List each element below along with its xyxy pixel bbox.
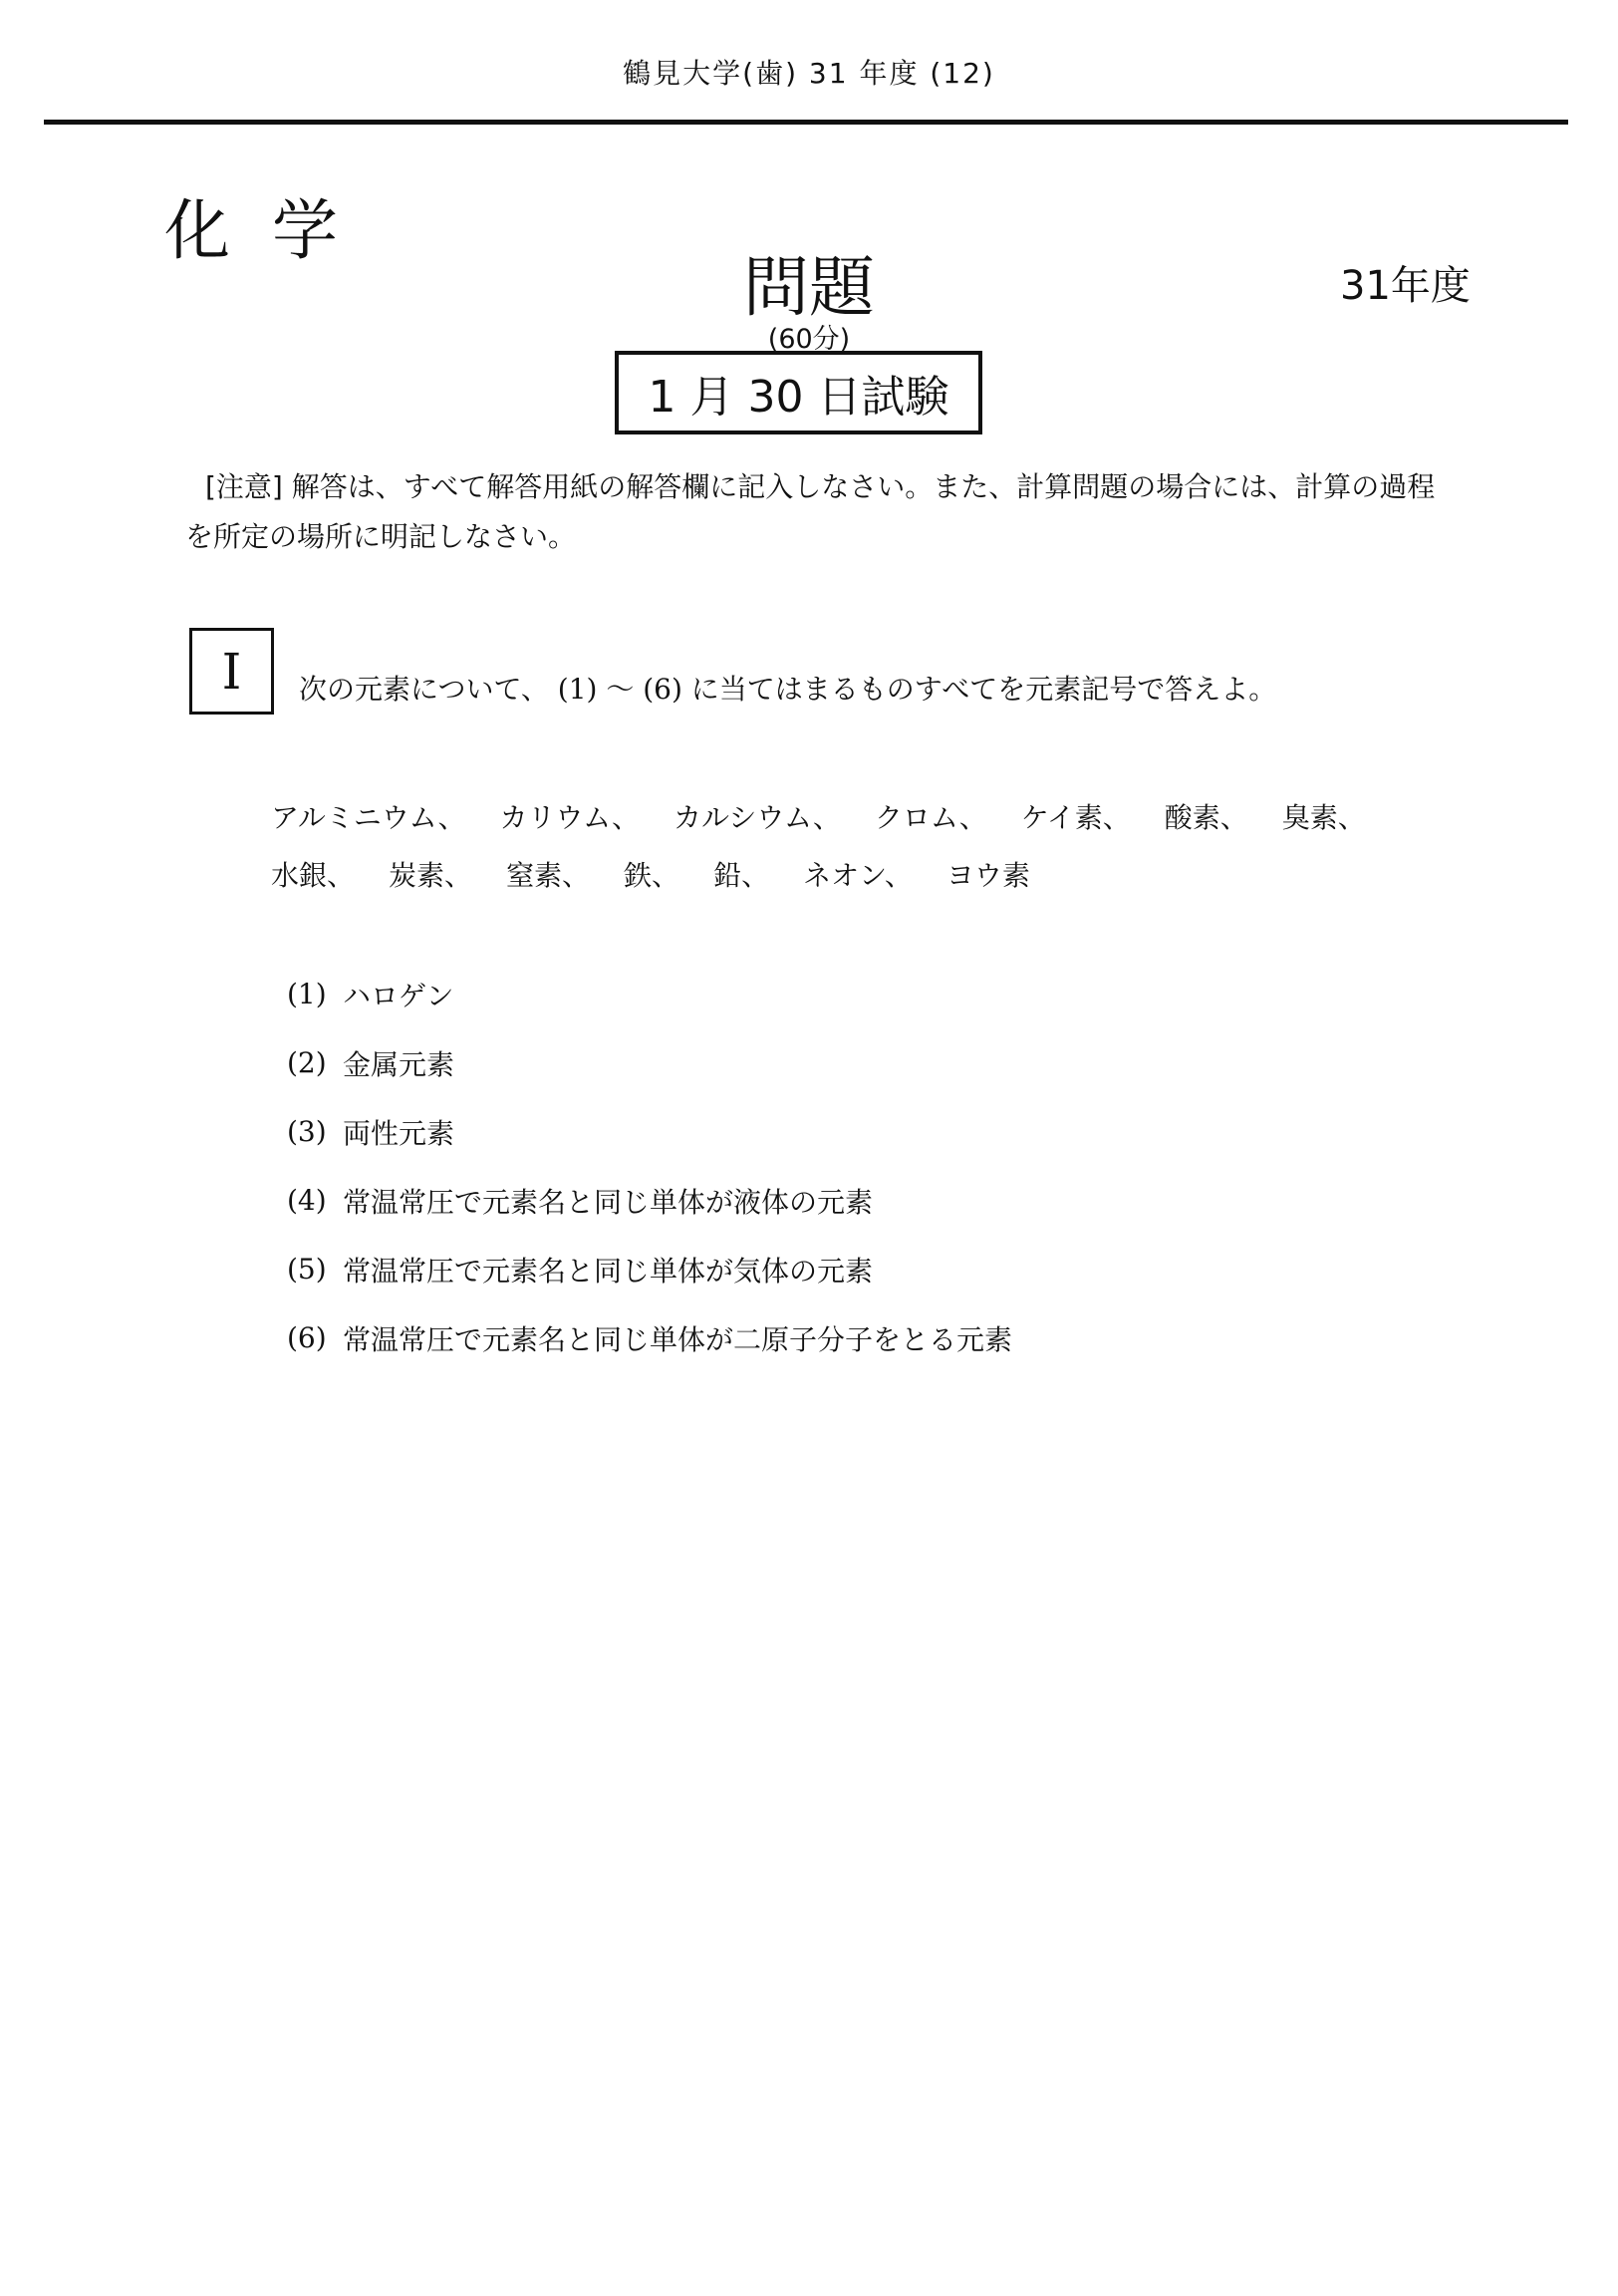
subject-title: 化学	[164, 192, 380, 269]
element-item: カリウム、	[499, 801, 641, 834]
element-list	[271, 787, 1417, 903]
subquestion-5	[287, 1235, 1012, 1303]
exam-date: 1 月 30 日試験	[648, 372, 949, 423]
question-number-box	[189, 628, 274, 715]
element-item: 窒素、	[506, 859, 591, 892]
subquestion-number: (1)	[287, 978, 327, 1010]
subquestion-6	[287, 1303, 1012, 1372]
element-item: 炭素、	[389, 859, 473, 892]
subquestion-text: ハロゲン	[343, 979, 454, 1012]
subquestion-3	[287, 1097, 1012, 1166]
element-item: ネオン、	[803, 859, 913, 892]
question-number: I	[221, 642, 242, 701]
subquestion-text: 常温常圧で元素名と同じ単体が液体の元素	[343, 1185, 874, 1219]
element-item: 酸素、	[1164, 801, 1248, 834]
element-item: 鉛、	[713, 859, 770, 892]
subquestion-text: 両性元素	[343, 1116, 455, 1150]
notice-line-2: を所定の場所に明記しなさい。	[185, 520, 577, 553]
exam-date-box	[615, 351, 982, 434]
subquestion-list	[287, 960, 1012, 1372]
element-item: 鉄、	[624, 859, 680, 892]
subquestion-text: 金属元素	[343, 1047, 455, 1081]
subquestion-number: (5)	[287, 1253, 327, 1286]
element-item: カルシウム、	[674, 801, 841, 834]
header-rule	[44, 120, 1568, 125]
question-prompt: 次の元素について、 (1) 〜 (6) に当てはまるものすべてを元素記号で答えよ。	[299, 673, 1277, 706]
element-item: 水銀、	[271, 859, 356, 892]
subquestion-text: 常温常圧で元素名と同じ単体が気体の元素	[343, 1254, 874, 1288]
element-row-2	[271, 845, 1417, 903]
element-item: アルミニウム、	[271, 801, 466, 834]
subquestion-number: (4)	[287, 1184, 327, 1217]
subquestion-4	[287, 1166, 1012, 1235]
element-item: ケイ素、	[1020, 801, 1131, 834]
element-item: クロム、	[874, 801, 987, 834]
document-title: 問題	[743, 249, 875, 326]
element-item: ヨウ素	[945, 859, 1030, 892]
exam-duration: (60分)	[767, 324, 851, 355]
element-row-1	[271, 787, 1417, 845]
subquestion-2	[287, 1028, 1012, 1097]
notice	[185, 462, 1451, 562]
subquestion-1	[287, 960, 1012, 1028]
subquestion-text: 常温常圧で元素名と同じ単体が二原子分子をとる元素	[343, 1322, 1013, 1356]
subquestion-number: (6)	[287, 1321, 327, 1354]
year-label: 31年度	[1340, 263, 1471, 309]
notice-line-1: [注意] 解答は、すべて解答用紙の解答欄に記入しなさい。また、計算問題の場合には、計算の過程	[205, 470, 1436, 503]
element-item: 臭素、	[1281, 801, 1366, 834]
subquestion-number: (3)	[287, 1115, 327, 1148]
running-header: 鶴見大学(歯) 31 年度 (12)	[623, 57, 995, 90]
subquestion-number: (2)	[287, 1046, 327, 1079]
